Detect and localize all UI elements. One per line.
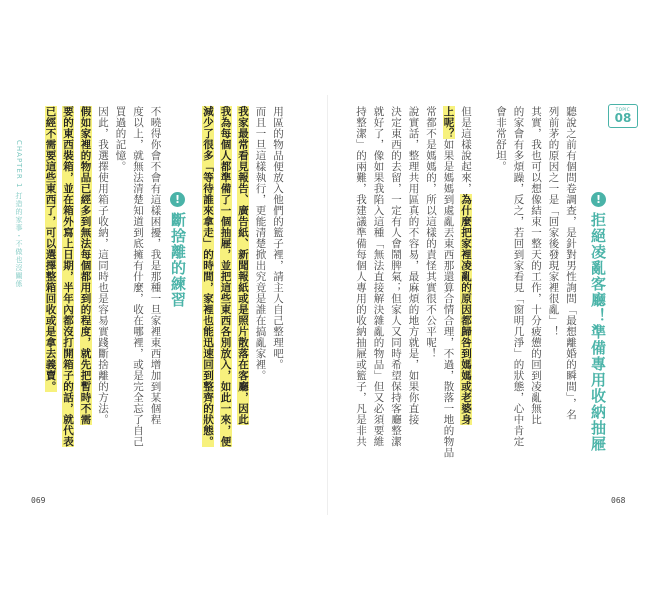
text-column <box>252 106 269 381</box>
text-column <box>147 106 164 425</box>
highlighted-text: 我為每個人都準備了一個抽屜，並把這些東西各別放入，如此一來，便 <box>219 106 232 447</box>
text-column <box>352 106 369 447</box>
text-column <box>129 106 146 447</box>
text-column <box>199 106 216 447</box>
body-text: 如果是媽媽到處亂丟東西那還算合情合理，不過，散落一地的物品 <box>442 139 455 458</box>
body-text: 說實話，整理共用區真的不容易，最麻煩的地方就是，如果你直接 <box>407 106 420 425</box>
text-column <box>457 106 474 425</box>
text-column <box>42 106 59 392</box>
topic-label: TOPIC <box>615 107 631 112</box>
body-text: 不曉得你會不會有這樣困擾，我是那種一旦家裡東西增加到某個程 <box>149 106 162 425</box>
topic-badge <box>608 104 638 128</box>
text-column <box>234 106 251 425</box>
body-text: 持整潔」的兩難，我建議準備每個人專用的收納抽屜或籃子，凡是非共 <box>355 106 367 447</box>
body-text: 而且一旦這樣執行，更能清楚掀出究竟是誰在搞亂家裡。 <box>254 106 267 381</box>
body-text: 買過的記憶。 <box>114 106 127 172</box>
page-gutter <box>327 95 328 515</box>
chapter-label: CHAPTER 1 打造的家事・不做也沒關係 <box>15 140 23 288</box>
text-column <box>387 106 404 447</box>
body-text: 用區的物品便放入他們的籃子裡，請主人自己整理吧。 <box>272 106 284 370</box>
text-column <box>112 106 129 172</box>
highlighted-text: 已經不需要這些東西了，可以選擇整箱回收或是拿去義賣。 <box>44 106 57 392</box>
body-text: 度以上，就無法清楚知道到底擁有什麼，收在哪裡，或是完全忘了自己 <box>132 106 144 447</box>
exclamation-circle-icon: ! <box>170 192 185 207</box>
exclamation-circle-icon: ! <box>591 192 606 207</box>
topic-number: 08 <box>614 111 632 125</box>
body-text: 因此，我選擇使用箱子收納，這同時也是容易實踐斷捨離的方法。 <box>97 106 109 425</box>
page-number-right: 068 <box>611 496 626 505</box>
body-text: 聽說之前有個問卷調查，是針對男性詢問「最想離婚的瞬間」，名 <box>565 106 577 420</box>
highlighted-text: 為什麼把家裡凌亂的原因都歸咎到媽媽或老婆身 <box>460 194 472 425</box>
page-number-left: 069 <box>31 496 46 505</box>
body-text: 決定東西的去留，一定有人會鬧脾氣；但家人又同時希望保持客廳整潔 <box>390 106 402 447</box>
text-column <box>59 106 76 447</box>
body-text: 會非常舒坦。 <box>495 106 507 172</box>
text-column <box>94 106 111 425</box>
highlighted-text: 上呢？ <box>442 106 455 139</box>
text-column <box>510 106 527 447</box>
text-column <box>440 106 457 458</box>
body-text: 但是這樣說起來， <box>460 106 472 194</box>
body-text: 的家會有多煩躁，反之，若回到家看見「窗明几淨」的狀態，心中肯定 <box>512 106 525 447</box>
text-column <box>217 106 234 447</box>
text-column <box>422 106 439 359</box>
highlighted-text: 假如家裡的物品已經多到無法每個都用到的程度，就先把暫時不需 <box>79 106 92 425</box>
text-column <box>562 106 579 420</box>
body-text: 就好了，像如果我陷入這種「無法直接解決雜亂的物品」但又必須要維 <box>372 106 385 447</box>
text-column <box>77 106 94 425</box>
body-text: 常都不是媽媽的，所以這樣的責怪其實很不公平呢！ <box>425 106 437 359</box>
right-page-heading: 拒絕凌亂客廳！準備專用收納抽屜 <box>589 212 607 452</box>
body-text: 列前茅的原因之一是「回家後發現家裡很亂」！ <box>547 106 560 337</box>
left-page-heading: 斷捨離的練習 <box>169 212 187 308</box>
highlighted-text: 我家最常看見報告、廣告紙、新聞報紙或是照片散落在客廳，因此 <box>237 106 249 425</box>
text-column <box>527 106 544 425</box>
text-column <box>269 106 286 370</box>
highlighted-text: 要的東西裝箱，並在箱外寫上日期，半年內都沒打開箱子的話，就代表 <box>62 106 74 447</box>
text-column <box>405 106 422 425</box>
text-column <box>545 106 562 337</box>
body-text: 其實，我也可以想像結束一整天的工作，十分疲憊的回到凌亂無比 <box>530 106 542 425</box>
text-column <box>370 106 387 447</box>
highlighted-text: 減少了很多「等待誰來拿走」的時間，家裡也能迅速回到整齊的狀態。 <box>202 106 214 447</box>
text-column <box>492 106 509 172</box>
